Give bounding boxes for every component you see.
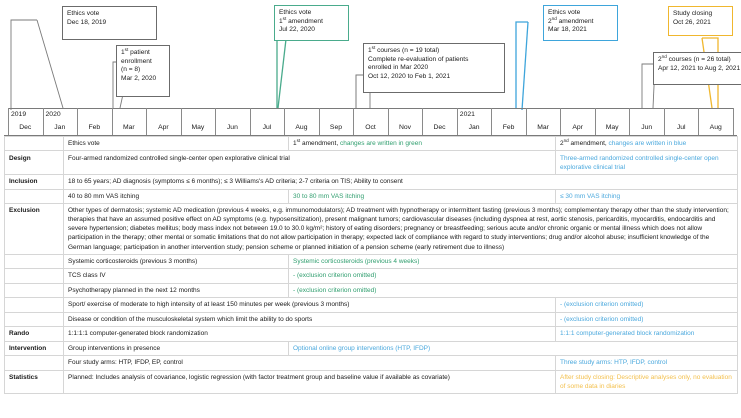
row-cell-original: 1:1:1:1 computer-generated block randomization xyxy=(64,327,556,341)
table-row xyxy=(5,327,738,341)
row-cell-amendment-2: - (exclusion criterion omitted) xyxy=(556,312,738,326)
table-row xyxy=(5,151,738,175)
row-label: Exclusion xyxy=(5,203,64,254)
axis-month-label: May xyxy=(191,124,205,131)
table-row xyxy=(5,356,738,370)
callout-ethics-vote: Ethics vote Dec 18, 2019 xyxy=(62,6,157,40)
row-cell-original: Group interventions in presence xyxy=(64,341,289,355)
axis-month-label: Dec xyxy=(19,124,32,131)
axis-month-label: Jan xyxy=(468,124,480,131)
table-row xyxy=(5,341,738,355)
row-cell-original: TCS class IV xyxy=(64,269,289,283)
table-row xyxy=(5,254,738,268)
callout-ethics-vote-amendment-1: Ethics vote 1st amendment Jul 22, 2020 xyxy=(274,5,349,41)
row-label xyxy=(5,137,64,151)
row-cell-original: Ethics vote xyxy=(64,137,289,151)
row-label xyxy=(5,356,64,370)
axis-month-label: Jan xyxy=(54,124,66,131)
axis-month-label: Jun xyxy=(226,124,238,131)
row-cell-amendment-2: 1:1:1 computer-generated block randomization xyxy=(556,327,738,341)
axis-month-label: Feb xyxy=(502,124,515,131)
timeline-region xyxy=(0,0,741,136)
row-cell-amendment-2: Three-armed randomized controlled single-center open explorative clinical trial xyxy=(556,151,738,175)
axis-year-label: 2019 xyxy=(11,110,27,118)
callout-first-courses: 1st courses (n = 19 total) Complete re-evaluation of patients enrolled in Mar 2020 Oct 12, 2020 to Feb 1, 2021 xyxy=(363,43,505,93)
protocol-amendments-table xyxy=(4,136,738,394)
table-row xyxy=(5,283,738,297)
row-cell-amendment-1: - (exclusion criterion omitted) xyxy=(289,269,738,283)
callout-ethics-vote-amendment-2: Ethics vote 2nd amendment Mar 18, 2021 xyxy=(543,5,618,41)
row-cell-amendment-2: ≤ 30 mm VAS itching xyxy=(556,189,738,203)
row-cell-amendment-2: - (exclusion criterion omitted) xyxy=(556,298,738,312)
row-label xyxy=(5,298,64,312)
row-cell-original: Four study arms: HTP, IFDP, EP, control xyxy=(64,356,556,370)
table-row xyxy=(5,312,738,326)
axis-top-rule xyxy=(8,108,733,109)
axis-month-label: Sep xyxy=(329,124,342,131)
axis-year-label: 2021 xyxy=(459,110,475,118)
row-cell-amendment-1: 1st amendment, changes are written in green xyxy=(289,137,556,151)
row-cell-amendment-2: Three study arms: HTP, IFDP, control xyxy=(556,356,738,370)
table-row xyxy=(5,298,738,312)
axis-month-label: Apr xyxy=(572,124,583,131)
callout-first-patient-enrollment: 1st patient enrollment (n = 8) Mar 2, 2020 xyxy=(116,45,170,97)
row-label: Intervention xyxy=(5,341,64,355)
row-cell-original: Disease or condition of the musculoskeletal system which limit the ability to do sports xyxy=(64,312,556,326)
timeline-axis xyxy=(0,108,741,136)
callout-study-closing: Study closing Oct 26, 2021 xyxy=(668,6,733,36)
table-row xyxy=(5,137,738,151)
axis-month-label: Aug xyxy=(709,124,722,131)
row-label xyxy=(5,312,64,326)
row-cell-original: Systemic corticosteroids (previous 3 months) xyxy=(64,254,289,268)
axis-month-label: May xyxy=(605,124,619,131)
row-label: Inclusion xyxy=(5,175,64,189)
row-label xyxy=(5,189,64,203)
axis-year-label: 2020 xyxy=(45,110,61,118)
row-cell-amendment-2: After study closing: Descriptive analyses only, no evaluation of some data in diaries xyxy=(556,370,738,394)
axis-month-label: Nov xyxy=(398,124,412,131)
row-label: Rando xyxy=(5,327,64,341)
row-cell-original: Four-armed randomized controlled single-center open explorative clinical trial xyxy=(64,151,556,175)
table-row xyxy=(5,370,738,394)
row-cell-full: 18 to 65 years; AD diagnosis (symptoms ≤ 6 months); ≤ 3 Williams's AD criteria; 2-7 criteria on TIS; Ability to consent xyxy=(64,175,738,189)
axis-month-label: Feb xyxy=(88,124,101,131)
axis-month-label: Jun xyxy=(641,124,653,131)
row-label xyxy=(5,254,64,268)
table-row xyxy=(5,175,738,189)
row-cell-original: Planned: Includes analysis of covariance, logistic regression (with factor treatment group and baseline value if available as covariate) xyxy=(64,370,556,394)
row-cell-original: 40 to 80 mm VAS itching xyxy=(64,189,289,203)
table-row xyxy=(5,189,738,203)
row-label xyxy=(5,283,64,297)
row-cell-original: Sport/ exercise of moderate to high intensity of at least 150 minutes per week (previous 3 months) xyxy=(64,298,556,312)
table-row xyxy=(5,203,738,254)
row-cell-original: Psychotherapy planned in the next 12 months xyxy=(64,283,289,297)
row-cell-amendment-2: 2nd amendment, changes are written in blue xyxy=(556,137,738,151)
row-cell-amendment-1: - (exclusion criterion omitted) xyxy=(289,283,738,297)
axis-month-label: Dec xyxy=(433,124,446,131)
table-row xyxy=(5,269,738,283)
axis-month-label: Aug xyxy=(295,124,308,131)
axis-month-label: Oct xyxy=(365,124,376,131)
row-cell-amendment-1: Optional online group interventions (HTP, IFDP) xyxy=(289,341,738,355)
axis-month-label: Jul xyxy=(676,124,686,131)
axis-month-label: Jul xyxy=(262,124,272,131)
row-label: Statistics xyxy=(5,370,64,394)
row-label xyxy=(5,269,64,283)
axis-month-label: Mar xyxy=(537,124,549,131)
axis-month-label: Apr xyxy=(158,124,169,131)
row-cell-amendment-1: 30 to 80 mm VAS itching xyxy=(289,189,556,203)
table-body xyxy=(5,137,738,394)
row-cell-amendment-1: Systemic corticosteroids (previous 4 weeks) xyxy=(289,254,738,268)
row-cell-full: Other types of dermatosis; systemic AD medication (previous 4 weeks, e.g. immunomodulators); AD treatment with hypnotherapy or intermittent fasting (previous 3 months); complementary therapy other than the study intervention; therapies that have an assumed positive effect on AD symptoms (e.g. hyposensitization), present malignant tumors; cardiovascular diseases (including dyspnea at rest, aortic stenosis, pericarditis, myocarditis, endocarditis and severe hypertension; diabetes mellitus; body mass index not between 19.0 to 30.0 kg/m²; history of eating disorders; pregnancy or breastfeeding; serious acute and/or chronic organic or mental illness which does not allow participation in the therapy; other mental or somatic limitations that do not allow participation in therapy; expected lack of compliance with regard to study interventions; drug and/or alcohol abuse; insufficient knowledge of the German language; participation in another intervention study; pension scheme or planned initiation of a pension scheme (early retirement due to illness) xyxy=(64,203,738,254)
axis-month-label: Mar xyxy=(122,124,135,131)
row-label: Design xyxy=(5,151,64,175)
callout-second-courses: 2nd courses (n = 26 total) Apr 12, 2021 to Aug 2, 2021 xyxy=(653,52,741,85)
axis-tick xyxy=(733,108,734,135)
